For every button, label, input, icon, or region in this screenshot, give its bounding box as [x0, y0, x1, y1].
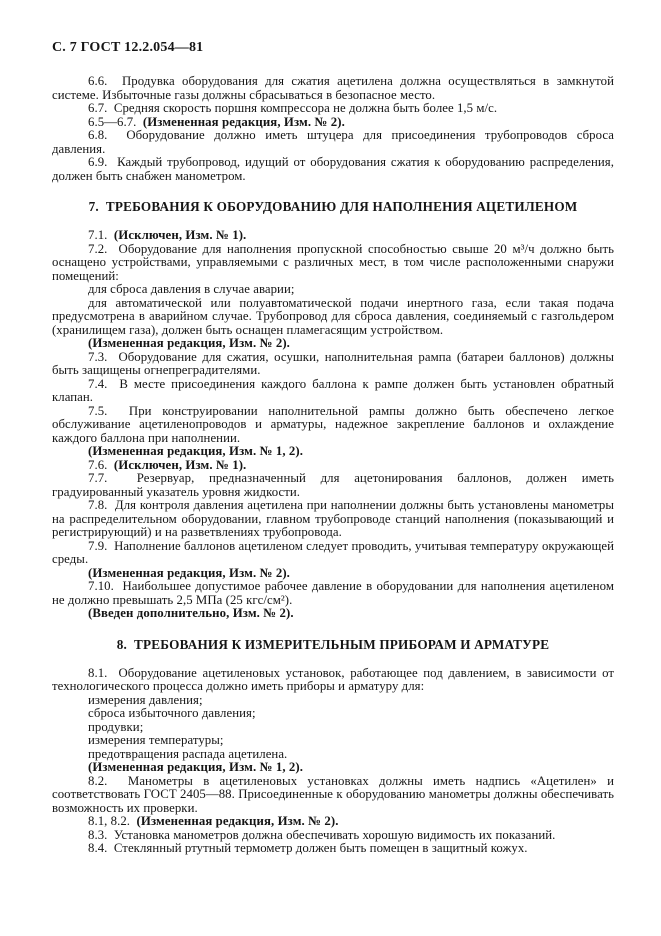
paragraph [52, 116, 614, 130]
text-run: 7.4. В месте присоединения каждого баллона к рампе должен быть установлен обратный клапан. [52, 376, 614, 404]
text-run: 7.8. Для контроля давления ацетилена при наполнении должны быть установлены манометры на распределительном оборудовании, главном трубопроводе станций наполнения (показывающий и регистрирующий) и на разветвлениях трубопровода. [52, 498, 614, 539]
text-run: 7.7. Резервуар, предназначенный для ацетонирования баллонов, должен иметь градуированный указатель уровня жидкости. [52, 471, 614, 499]
paragraph [52, 734, 614, 748]
bold-run: (Измененная редакция, Изм. № 2). [88, 336, 290, 350]
paragraph [52, 297, 614, 338]
paragraph [52, 540, 614, 567]
text-run: сброса избыточного давления; [88, 706, 256, 720]
paragraph [52, 567, 614, 581]
paragraph [52, 445, 614, 459]
section-heading: 8. ТРЕБОВАНИЯ К ИЗМЕРИТЕЛЬНЫМ ПРИБОРАМ И АРМАТУРЕ [116, 636, 550, 652]
text-run: 8.3. Установка манометров должна обеспечивать хорошую видимость их показаний. [88, 827, 556, 842]
paragraph [52, 667, 614, 694]
text-run: продувки; [88, 719, 144, 734]
paragraph [52, 607, 614, 621]
paragraph [52, 775, 614, 816]
page-header [52, 40, 614, 55]
paragraph [52, 129, 614, 156]
text-run: 7.10. Наибольшее допустимое рабочее давление в оборудовании для наполнения ацетиленом не должно превышать 2,5 МПа (25 кгс/см²). [52, 579, 614, 607]
paragraph [52, 351, 614, 378]
text-run: 8.4. Стеклянный ртутный термометр должен быть помещен в защитный кожух. [88, 841, 528, 855]
text-run: предотвращения распада ацетилена. [88, 746, 288, 761]
paragraph [52, 580, 614, 607]
paragraph [52, 378, 614, 405]
bold-run: (Измененная редакция, Изм. № 2). [88, 565, 290, 580]
paragraph [52, 283, 614, 297]
bold-run: (Введен дополнительно, Изм. № 2). [88, 606, 294, 620]
bold-run: (Исключен, Изм. № 1). [113, 228, 247, 242]
paragraph [52, 472, 614, 499]
paragraph [52, 459, 614, 473]
text-run: 7.3. Оборудование для сжатия, осушки, наполнительная рампа (батареи баллонов) должны быть защищены огнепреградителями. [52, 349, 614, 377]
paragraph [52, 405, 614, 446]
paragraph [52, 721, 614, 735]
text-run: 6.5—6.7. [88, 114, 143, 129]
text-run: 6.9. Каждый трубопровод, идущий от оборудования сжатия к оборудованию распределения, должен быть снабжен манометром. [52, 155, 614, 183]
paragraph [52, 761, 614, 775]
page-header-label: С. 7 ГОСТ 12.2.054—81 [52, 40, 204, 55]
text-run: 7.9. Наполнение баллонов ацетиленом следует проводить, учитывая температуру окружающей среды. [52, 538, 614, 566]
text-run: 7.6. [88, 457, 114, 472]
text-run: 7.2. Оборудование для наполнения пропускной способностью свыше 20 м³/ч должно быть оснащено устройствами, управляемыми с различных мест, в том числе расположенными снаружи помещений: [52, 241, 614, 283]
text-run: измерения температуры; [88, 733, 224, 747]
paragraph [52, 707, 614, 721]
bold-run: (Измененная редакция, Изм. № 1, 2). [88, 760, 304, 774]
text-run: 8.1, 8.2. [88, 814, 137, 828]
section-heading: 7. ТРЕБОВАНИЯ К ОБОРУДОВАНИЮ ДЛЯ НАПОЛНЕНИЯ АЦЕТИЛЕНОМ [88, 199, 578, 214]
paragraph [52, 337, 614, 351]
bold-run: (Исключен, Изм. № 1). [113, 457, 247, 472]
paragraph [52, 694, 614, 708]
bold-run: (Измененная редакция, Изм. № 1, 2). [88, 444, 304, 458]
text-run: 6.8. Оборудование должно иметь штуцера для присоединения трубопроводов сброса давления. [52, 128, 614, 156]
document-content [52, 75, 614, 856]
paragraph [52, 243, 614, 284]
paragraph [52, 156, 614, 183]
paragraph [52, 748, 614, 762]
text-run: 6.7. Средняя скорость поршня компрессора не должна быть более 1,5 м/с. [88, 101, 498, 115]
section [52, 200, 614, 621]
paragraph [52, 842, 614, 856]
bold-run: (Измененная редакция, Изм. № 2). [142, 114, 345, 129]
bold-run: (Измененная редакция, Изм. № 2). [136, 814, 339, 828]
paragraph [52, 815, 614, 829]
section [52, 75, 614, 183]
paragraph [52, 75, 614, 102]
text-run: измерения давления; [88, 692, 203, 707]
section [52, 638, 614, 856]
paragraph [52, 229, 614, 243]
paragraph [52, 499, 614, 540]
paragraph [52, 829, 614, 843]
text-run: 6.6. Продувка оборудования для сжатия ацетилена должна осуществляться в замкнутой системе. Избыточные газы должны сбрасываться в безопасное место. [52, 74, 614, 102]
text-run: 8.1. Оборудование ацетиленовых установок, работающее под давлением, в зависимости от технологического процесса должно иметь приборы и арматуру для: [52, 665, 614, 693]
text-run: 7.1. [88, 228, 114, 242]
text-run: для сброса давления в случае аварии; [88, 282, 295, 296]
text-run: 7.5. При конструировании наполнительной рампы должно быть обеспечено легкое обслуживание ацетиленопроводов и арматуры, надежное закрепление баллонов и охлаждение каждого баллона при наполнении. [52, 403, 614, 445]
paragraph [52, 102, 614, 116]
text-run: 8.2. Манометры в ацетиленовых установках должны иметь надпись «Ацетилен» и соответствовать ГОСТ 2405—88. Присоединенные к оборудованию манометры должны обеспечивать возможность их проверки. [52, 773, 614, 815]
text-run: для автоматической или полуавтоматической подачи инертного газа, если такая подача предусмотрена в аварийном случае. Трубопровод для сброса давления, соединяемый с газгольдером (хранилищем газа), должен быть оснащен пламегасящим устройством. [52, 295, 614, 337]
